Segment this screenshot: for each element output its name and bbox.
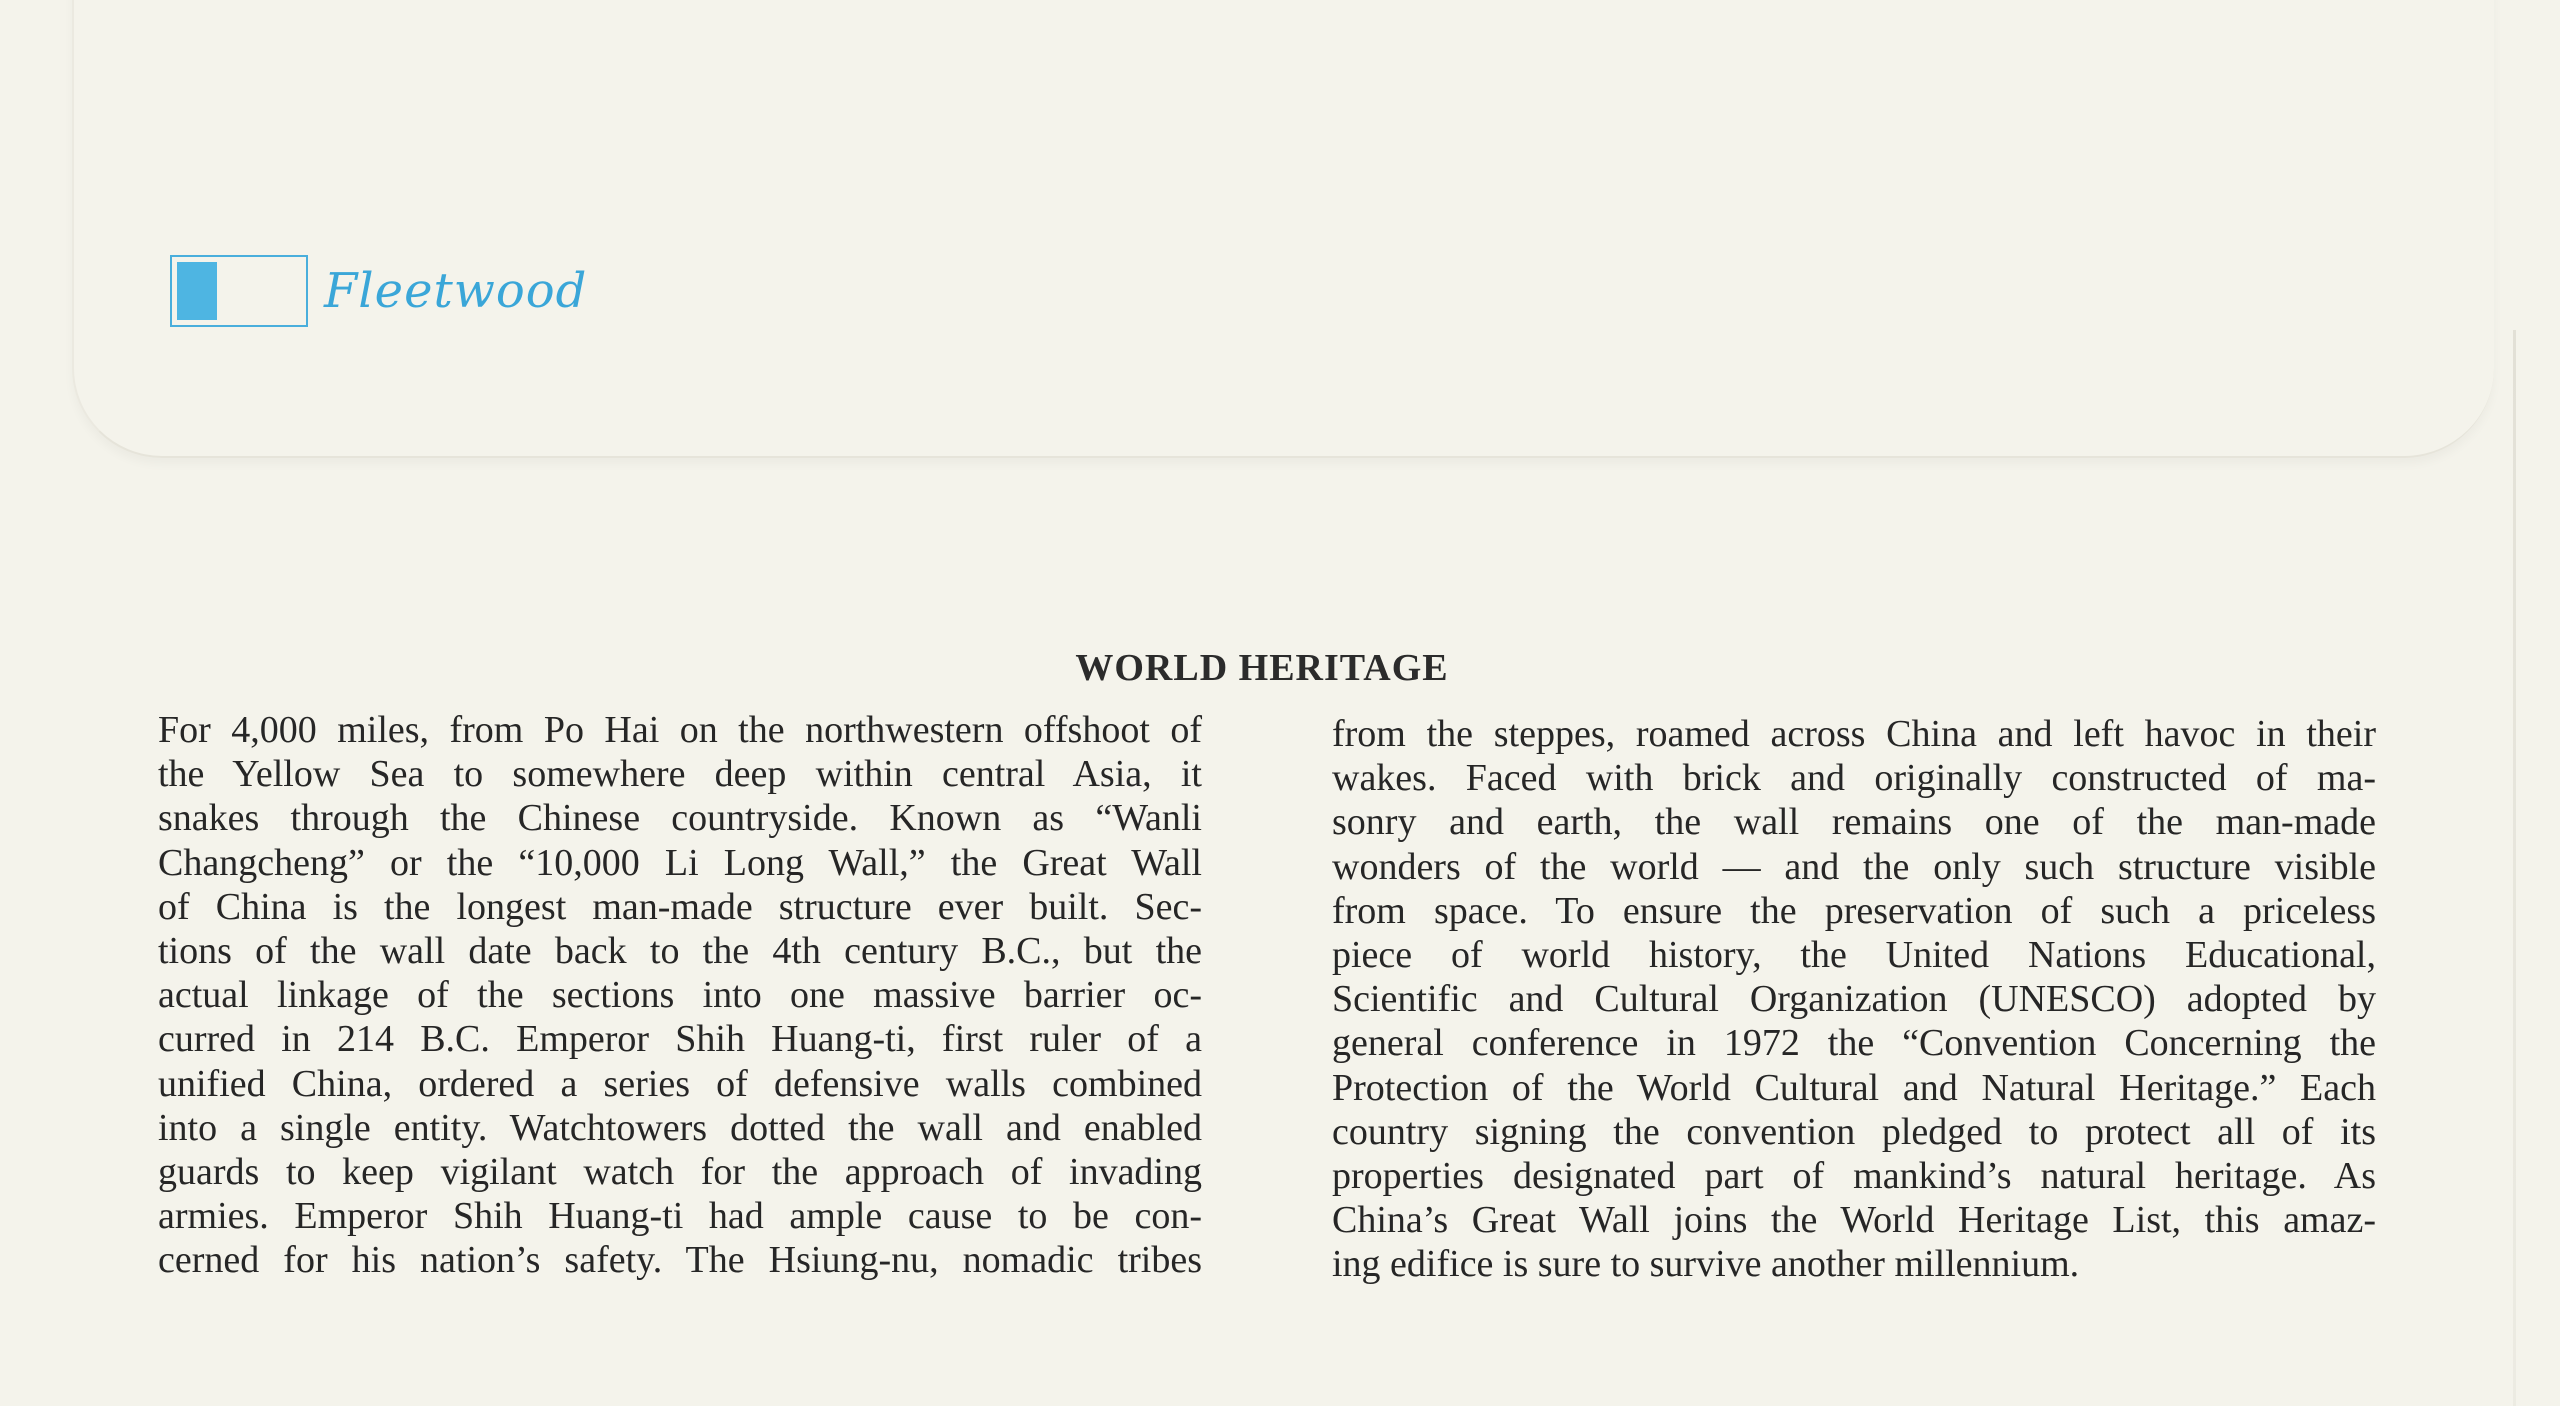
text-line: country signing the convention pledged to protect all of its [1332, 1110, 2376, 1153]
envelope-edge [2513, 330, 2516, 1406]
text-line: properties designated part of mankind’s natural heritage. As [1332, 1155, 2376, 1198]
text-line: guards to keep vigilant watch for the approach of invading [158, 1151, 1202, 1194]
text-line: wakes. Faced with brick and originally constructed of ma- [1332, 757, 2376, 800]
text-line: into a single entity. Watchtowers dotted the wall and enabled [158, 1106, 1202, 1149]
text-line: curred in 214 B.C. Emperor Shih Huang-ti, first ruler of a [158, 1018, 1202, 1061]
text-line: cerned for his nation’s safety. The Hsiung-nu, nomadic tribes [158, 1239, 1202, 1282]
fleetwood-logo [170, 252, 587, 330]
article-left-column [158, 708, 1202, 1283]
text-line: Changcheng” or the “10,000 Li Long Wall,” the Great Wall [158, 841, 1202, 884]
logo-wordmark: Fleetwood [324, 263, 588, 319]
text-line: ing edifice is sure to survive another millennium. [1332, 1243, 2080, 1286]
text-line: unified China, ordered a series of defensive walls combined [158, 1062, 1202, 1105]
envelope-flap [72, 0, 2494, 458]
text-line: Scientific and Cultural Organization (UNESCO) adopted by [1332, 978, 2376, 1021]
text-line: from the steppes, roamed across China and left havoc in their [1332, 713, 2376, 755]
text-line: For 4,000 miles, from Po Hai on the northwestern offshoot of [158, 709, 1202, 751]
text-line: of China is the longest man-made structure ever built. Sec- [158, 885, 1202, 928]
text-line: China’s Great Wall joins the World Heritage List, this amaz- [1332, 1199, 2376, 1242]
logo-box-fill [177, 262, 217, 320]
text-line: armies. Emperor Shih Huang-ti had ample cause to be con- [158, 1195, 1202, 1238]
text-line: wonders of the world — and the only such structure visible [1332, 845, 2376, 888]
text-line: general conference in 1972 the “Convention Concerning the [1332, 1022, 2376, 1065]
text-line: from space. To ensure the preservation of such a priceless [1332, 889, 2376, 932]
text-line: the Yellow Sea to somewhere deep within central Asia, it [158, 753, 1202, 796]
text-line: sonry and earth, the wall remains one of the man-made [1332, 801, 2376, 844]
logo-box-icon [170, 255, 308, 327]
article-title: WORLD HERITAGE [1075, 647, 1449, 689]
text-line: Protection of the World Cultural and Natural Heritage.” Each [1332, 1066, 2376, 1109]
text-line: actual linkage of the sections into one massive barrier oc- [158, 974, 1202, 1017]
text-line: tions of the wall date back to the 4th century B.C., but the [158, 930, 1202, 973]
text-line: piece of world history, the United Nations Educational, [1332, 934, 2376, 977]
text-line: snakes through the Chinese countryside. Known as “Wanli [158, 797, 1202, 840]
article-right-column [1332, 712, 2376, 1287]
